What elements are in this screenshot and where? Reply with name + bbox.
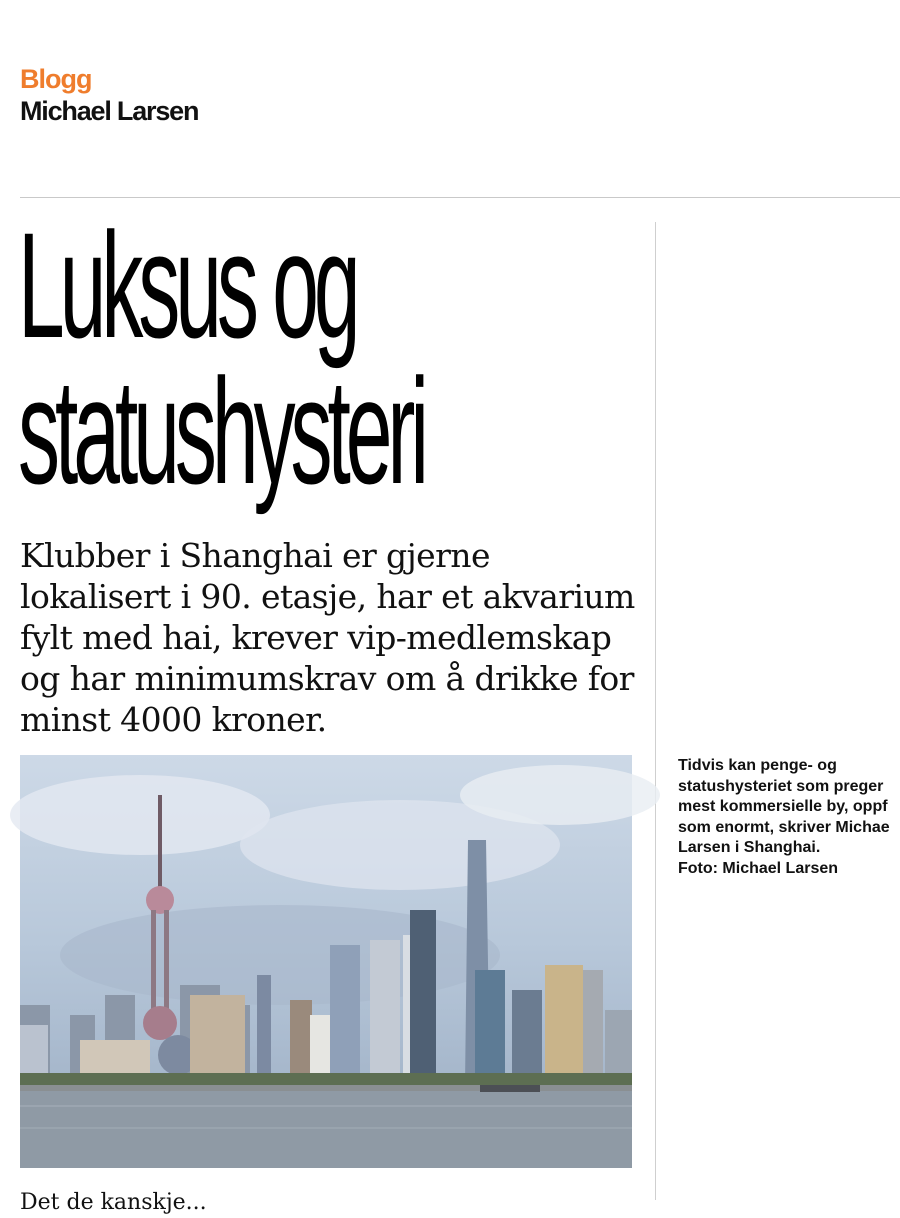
section-label[interactable]: Blogg xyxy=(20,64,92,94)
photo-caption xyxy=(678,756,900,879)
article-title-line-2: statushysteri xyxy=(18,347,424,515)
article-body-start xyxy=(20,1188,632,1215)
article-lead: Klubber i Shanghai er gjerne lokalisert i 90. etasje, har et akvarium fylt med hai, krever vip-medlemskap og har minimumskrav om å drikke for minst 4000 kroner. xyxy=(20,536,635,739)
article-title xyxy=(18,201,648,515)
column-divider xyxy=(655,222,656,1200)
caption-line: statushysteriet som preger xyxy=(678,777,884,795)
article-title-line-1: Luksus og xyxy=(18,201,356,369)
article-body-text: Det de kanskje... xyxy=(20,1190,207,1215)
article-photo xyxy=(20,755,632,1168)
caption-line: Larsen i Shanghai. xyxy=(678,839,821,856)
caption-line: Foto: Michael Larsen xyxy=(678,859,839,877)
author-name[interactable]: Michael Larsen xyxy=(20,96,199,126)
shanghai-skyline-image xyxy=(20,755,632,1168)
caption-line: Tidvis kan penge- og xyxy=(678,757,837,774)
caption-line: mest kommersielle by, oppf xyxy=(678,798,888,815)
caption-line: som enormt, skriver Michae xyxy=(678,818,890,836)
header-divider xyxy=(20,197,900,198)
